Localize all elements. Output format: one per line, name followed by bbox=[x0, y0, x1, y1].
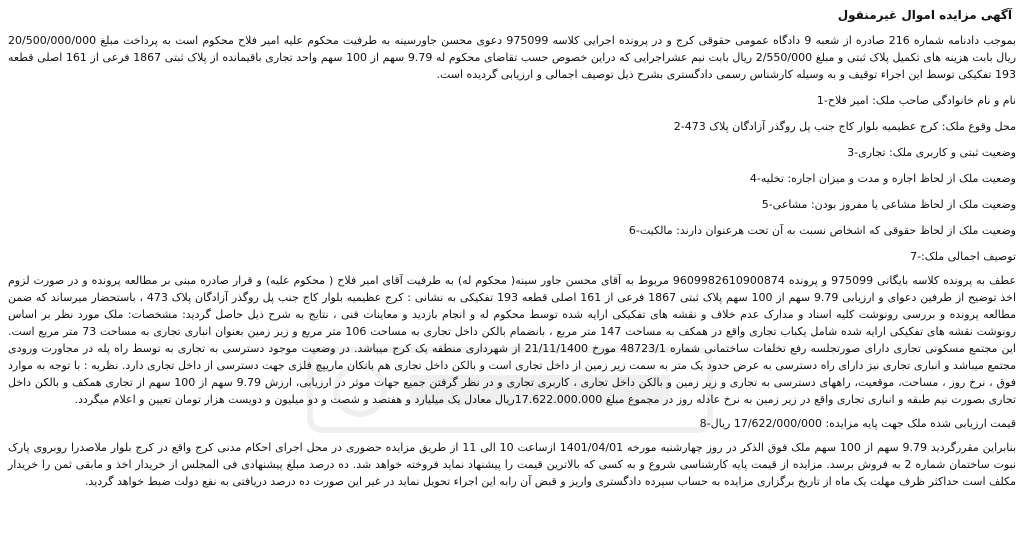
notice-title: آگهی مزایده اموال غیرمنقول bbox=[837, 8, 1012, 22]
item-owner: نام و نام خانوادگی صاحب ملک: امیر فلاح-1 bbox=[816, 94, 1016, 107]
intro-paragraph: بموجب دادنامه شماره 216 صادره از شعبه 9 دادگاه عمومی حقوقی کرج و در پرونده اجرایی کلاسه 975099 دعوی محسن جاورسینه به طرفیت محکوم علیه امیر فلاح محکوم است به پرداخت مبلغ 20/500/000/000 ریال بابت هزینه های تکمیل پلاک ثبتی و مبلغ 2/550/000 ریال بابت نیم عشراجرایی که دراین خصوص حسب تقاضای محکوم له 9.79 سهم از 100 سهم واحد تجاری باقیمانده از پلاک ثبتی 1867 فرعی از 161 اصلی قطعه 193 تفکیکی توسط این اجراء توقیف و به وسیله کارشناس رسمی دادگستری بشرح ذیل توصیف اجمالی و ارزیابی گردیده است. bbox=[8, 34, 1017, 81]
description-paragraph: عطف به پرونده کلاسه بایگانی 975099 و پرونده 9609982610900874 مربوط به آقای محسن جاور سینه( محکوم له) به طرفیت آقای امیر فلاح ( محکوم علیه) و قرار صادره مبنی بر مطالعه پرونده و در صورت لزوم اخذ توضیح از طرفین دعوای و ارزیابی 9.79 سهم از 100 سهم پلاک ثبتی 1867 فرعی از 161 اصلی قطعه 193 تفکیکی به نشانی : کرج عظیمیه بلوار کاج جنب پل روگذر آزادگان پلاک 473 ، باستحضار میرساند که ضمن مطالعه پرونده و بررسی رونوشت کلیه اسناد و مدارک عدم خلاف و نقشه های تفکیکی ارایه شده توسط محکوم له و انجام بازدید و معاینات فنی ، نتایج به شرح ذیل حاصل گردید: مشخصات: ملک مورد نظر بر اساس رونوشت نقشه های تفکیکی ارایه شده شامل یکباب تجاری واقع در همکف به مساحت 147 متر مربع ، بانضمام بالکن داخل تجاری به مساحت 106 متر مربع و زیر زمین بعنوان انباری تجاری به مساحت 73 متر مربع است. این مجتمع مسکونی تجاری دارای صورتجلسه رفع تخلفات ساختمانی شماره 48723/1 مورخ 21/11/1400 از شهرداری منطقه یک کرج میباشد. در وضعیت موجود دسترسی به تجاری به توسط راه پله در مجاورت ورودی مجتمع میباشد و انباری تجاری نیز دارای راه دسترسی به عرض حدود یک متر به سمت زیر زمین از داخل تجاری است و بالکن داخل تجاری هم بانکان ماریپچ فلزی جهت دسترسی از داخل تجاری دارد. نظریه : با توجه به موارد فوق ، نرخ روز ، مساحت، موقعیت، راههای دسترسی به تجاری و زیر زمین و بالکن داخل تجاری ، کاربری تجاری و در نظر گرفتن جمیع جهات موثر در ارزیابی، ارزش 9.79 سهم از 100 سهم از تجاری همکف و بالکن داخل تجاری بصورت نیم طبقه و انباری تجاری واقع در زیر زمین به نرخ عادله روز در مجموع مبلغ 17.622.000.000ریال معادل یک میلیارد و هفتصد و شصت و دو میلیون و دویست هزار تومان تعیین و اعلام میگردد. bbox=[8, 274, 1017, 406]
closing-paragraph: بنابراین مقررگردید 9.79 سهم از 100 سهم ملک فوق الذکر در روز چهارشنبه مورخه 1401/04/01 ازساعت 10 الی 11 از طریق مزایده حضوری در محل اجرای احکام مدنی کرج واقع در کرج بلوار ملاصدرا روبروی پارک نبوت ساختمان شماره 2 به فروش برسد. مزایده از قیمت پایه کارشناسی شروع و به کسی که بالاترین قیمت را پیشنهاد نماید فروخته خواهد شد. ده درصد مبلغ پیشنهادی فی المجلس از خریدار اخذ و مابقی ثمن را خریدار مکلف است حداکثر ظرف مهلت یک ماه از تاریخ برگزاری مزایده به حساب سپرده دادگستری واریز و قبض آن رابه این اجراء تحویل نماید در غیر این صورت ده درصد دریافتی به نفع دولت ضبط خواهد گردید. bbox=[8, 441, 1017, 488]
item-registry: وضعیت ثبتی و کاربری ملک: تجاری-3 bbox=[847, 146, 1016, 159]
item-common: وضعیت ملک از لحاظ مشاعی یا مفروز بودن: مشاعی-5 bbox=[761, 198, 1016, 211]
item-rights: وضعیت ملک از لحاظ حقوقی که اشخاص نسبت به آن تحت هرعنوان دارند: مالکیت-6 bbox=[628, 224, 1016, 237]
item-description-heading: توصیف اجمالی ملک:-7 bbox=[910, 250, 1016, 263]
base-price-line: قیمت ارزیابی شده ملک جهت پایه مزایده: 17/622/000/000 ریال-8 bbox=[699, 417, 1016, 430]
item-location: محل وقوع ملک: کرج عظیمیه بلوار کاج جنب پل روگذر آزادگان پلاک 473-2 bbox=[673, 120, 1016, 133]
item-lease: وضعیت ملک از لحاظ اجاره و مدت و میزان اجاره: تخلیه-4 bbox=[749, 172, 1016, 185]
